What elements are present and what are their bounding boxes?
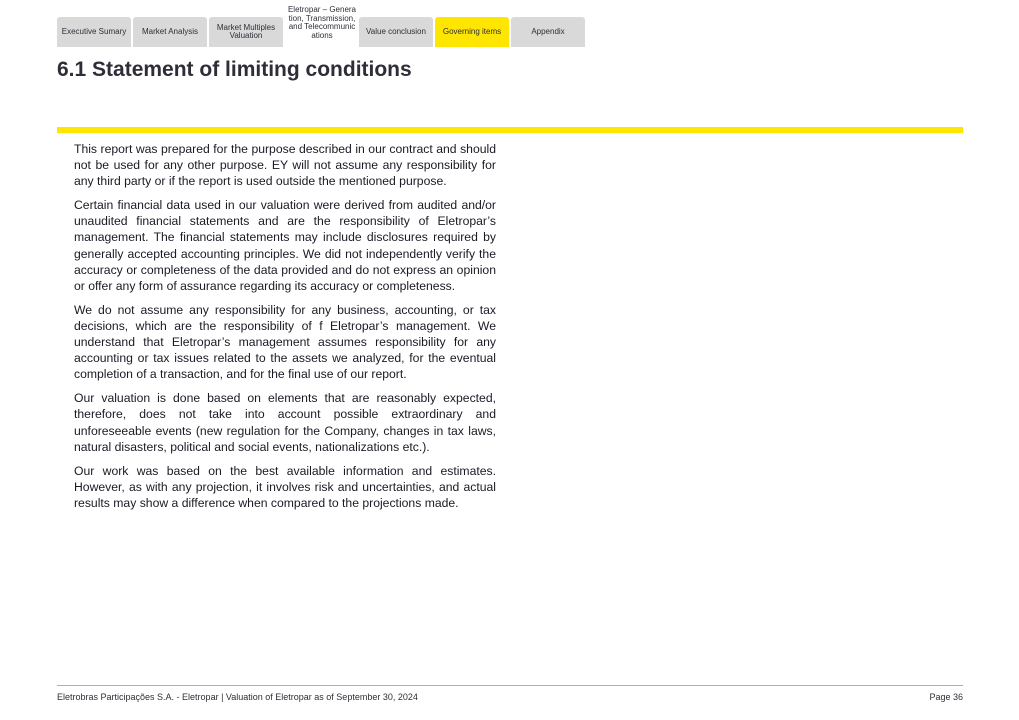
- tab-value-conclusion[interactable]: Value conclusion: [359, 17, 433, 47]
- tab-eletropar-generation[interactable]: Eletropar – Generation, Transmission, and Telecommunications: [285, 4, 359, 47]
- tab-appendix[interactable]: Appendix: [511, 17, 585, 47]
- paragraph: Our work was based on the best available information and estimates. However, as with any projection, it involves risk and uncertainties, and actual results may show a difference when compared to the projections made.: [74, 463, 496, 510]
- footer-document-title: Eletrobras Participações S.A. - Eletropar | Valuation of Eletropar as of September 30, 2024: [57, 692, 418, 702]
- paragraph: We do not assume any responsibility for any business, accounting, or tax decisions, which are the responsibility of f Eletropar’s management. We understand that Eletropar’s management assumes responsibility for any accounting or tax issues related to the assets we analyzed, for the eventual completion of a transaction, and for the final use of our report.: [74, 302, 496, 382]
- limiting-conditions-text: [74, 141, 496, 519]
- tab-executive-summary[interactable]: Executive Sumary: [57, 17, 131, 47]
- page-title: 6.1 Statement of limiting conditions: [57, 58, 412, 81]
- footer-divider: [57, 685, 963, 686]
- tab-governing-items[interactable]: Governing items: [435, 17, 509, 47]
- tab-market-multiples-valuation[interactable]: Market Multiples Valuation: [209, 17, 283, 47]
- tab-market-analysis[interactable]: Market Analysis: [133, 17, 207, 47]
- page-number: Page 36: [929, 692, 963, 702]
- paragraph: Our valuation is done based on elements that are reasonably expected, therefore, does not take into account possible extraordinary and unforeseeable events (new regulation for the Company, changes in tax laws, natural disasters, political and social events, nationalizations etc.).: [74, 391, 496, 454]
- paragraph: This report was prepared for the purpose described in our contract and should not be used for any other purpose. EY will not assume any responsibility for any third party or if the report is used outside the mentioned purpose.: [74, 142, 496, 189]
- paragraph: Certain financial data used in our valuation were derived from audited and/or unaudited financial statements and are the responsibility of Eletropar’s management. The financial statements may include disclosures required by generally accepted accounting principles. We did not independently verify the accuracy or completeness of the data provided and do not express an opinion or offer any form of assurance regarding its accuracy or completeness.: [74, 198, 496, 293]
- title-divider: [57, 127, 963, 133]
